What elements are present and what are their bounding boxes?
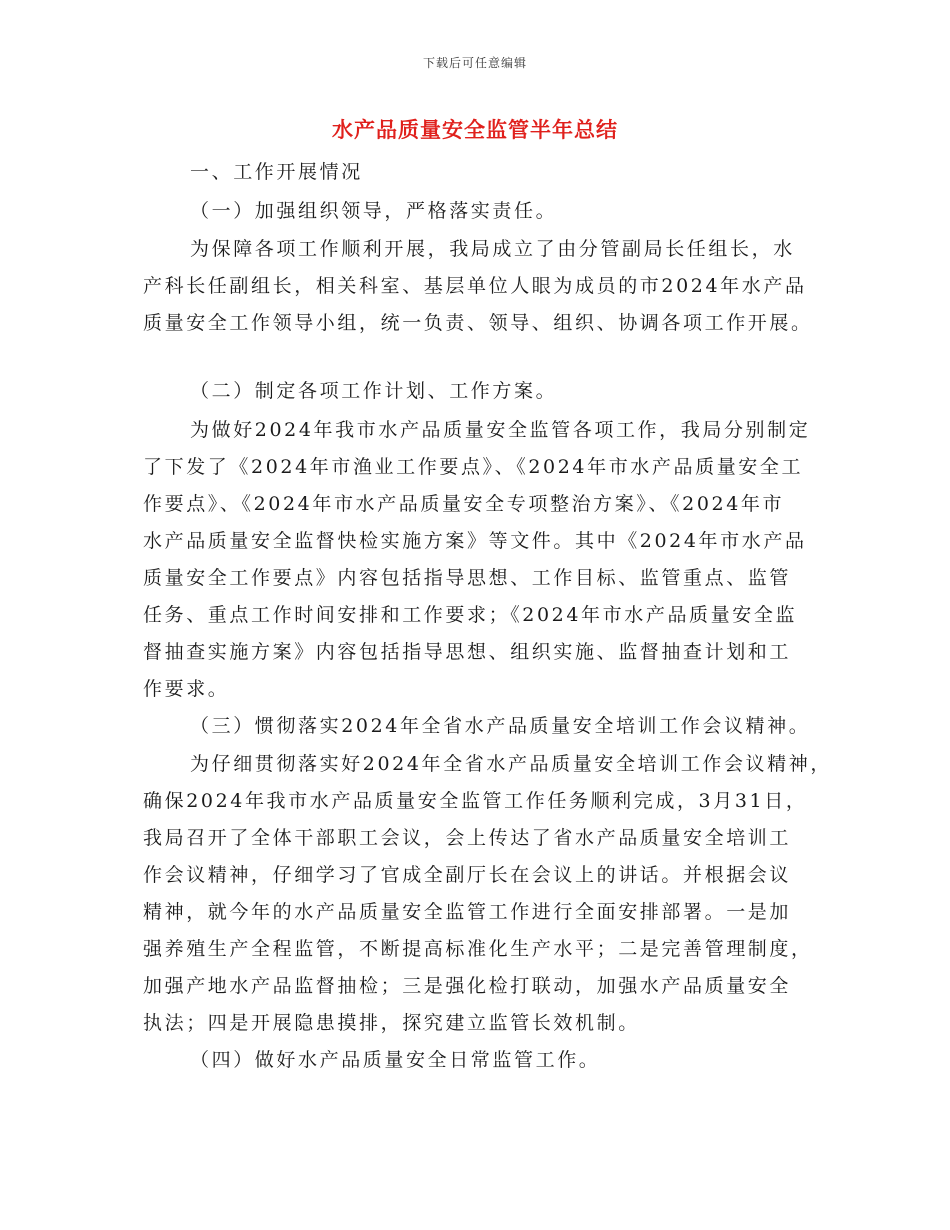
paragraph-line: 作要点》、《2024年市水产品质量安全专项整治方案》、《2024年市 — [143, 493, 785, 515]
section-heading: 一、工作开展情况 — [190, 161, 363, 183]
paragraph-line: 督抽查实施方案》内容包括指导思想、组织实施、监督抽查计划和工 — [143, 641, 792, 663]
paragraph-line: 为仔细贯彻落实好2024年全省水产品质量安全培训工作会议精神， — [190, 753, 832, 775]
paragraph-line: 为保障各项工作顺利开展，我局成立了由分管副局长任组长，水 — [190, 238, 795, 260]
paragraph-line: 了下发了《2024年市渔业工作要点》、《2024年市水产品质量安全工 — [143, 456, 804, 478]
subsection-heading: （一）加强组织领导，严格落实责任。 — [190, 200, 558, 222]
paragraph-line: 精神，就今年的水产品质量安全监管工作进行全面安排部署。一是加 — [143, 901, 792, 923]
subsection-heading: （四）做好水产品质量安全日常监管工作。 — [190, 1049, 601, 1071]
paragraph-line: 产科长任副组长，相关科室、基层单位人眼为成员的市2024年水产品 — [143, 275, 807, 297]
subsection-heading: （二）制定各项工作计划、工作方案。 — [190, 380, 558, 402]
paragraph-line: 加强产地水产品监督抽检；三是强化检打联动，加强水产品质量安全 — [143, 975, 792, 997]
paragraph-line: 质量安全工作要点》内容包括指导思想、工作目标、监管重点、监管 — [143, 567, 792, 589]
paragraph-line: 为做好2024年我市水产品质量安全监管各项工作，我局分别制定 — [190, 419, 811, 441]
paragraph-line: 任务、重点工作时间安排和工作要求；《2024年市水产品质量安全监 — [143, 604, 798, 626]
paragraph-line: 作会议精神，仔细学习了官成全副厅长在会议上的讲话。并根据会议 — [143, 864, 792, 886]
paragraph-line: 水产品质量安全监督快检实施方案》等文件。其中《2024年市水产品 — [143, 530, 807, 552]
header-note: 下载后可任意编辑 — [422, 56, 527, 70]
paragraph-line: 作要求。 — [143, 678, 230, 700]
paragraph-line: 确保2024年我市水产品质量安全监管工作任务顺利完成，3月31日， — [143, 790, 808, 812]
document-title: 水产品质量安全监管半年总结 — [332, 118, 618, 142]
subsection-heading: （三）惯彻落实2024年全省水产品质量安全培训工作会议精神。 — [190, 715, 811, 737]
paragraph-line: 强养殖生产全程监管，不断提高标准化生产水平；二是完善管理制度， — [143, 938, 813, 960]
paragraph-line: 我局召开了全体干部职工会议，会上传达了省水产品质量安全培训工 — [143, 827, 792, 849]
paragraph-line: 执法；四是开展隐患摸排，探究建立监管长效机制。 — [143, 1012, 640, 1034]
paragraph-line: 质量安全工作领导小组，统一负责、领导、组织、协调各项工作开展。 — [143, 312, 813, 334]
